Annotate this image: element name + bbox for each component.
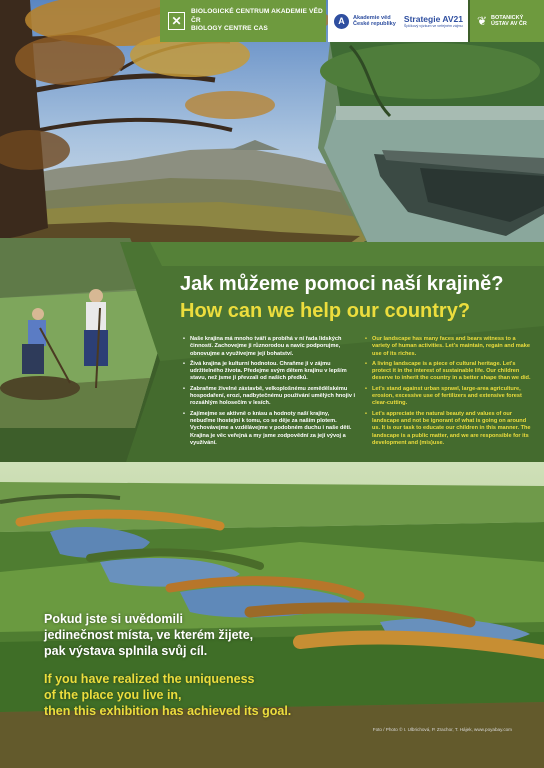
bullet-item: • Naše krajina má mnoho tváří a probíhá v ní řada lidských činností. Zachovejme ji různorodou a navíc podporujme, obnovujme a využívejme její bohatství.: [190, 336, 356, 358]
photo-credit: Foto / Photo © I. Ulbrichová, P. Zrachor, T. Hájek, www.poyabay.com: [372, 727, 512, 732]
bu-line1: BOTANICKÝ: [491, 14, 524, 21]
closing-line: jedinečnost místa, ve kterém žijete,: [44, 628, 254, 642]
bc-line1: BIOLOGICKÉ CENTRUM AKADEMIE VĚD ČR: [191, 8, 323, 24]
header-av-cr: [328, 0, 468, 42]
title-czech: Jak můžeme pomoci naší krajině?: [180, 273, 504, 295]
closing-line: If you have realized the uniqueness: [44, 672, 255, 686]
av-cr-logo-icon: A: [334, 14, 349, 29]
closing-line: then this exhibition has achieved its goal.: [44, 704, 292, 718]
bullet-item: • Our landscape has many faces and bears witness to a variety of human activities. Let's maintain, regain and make use of its riches.: [372, 336, 532, 358]
title-english: How can we help our country?: [180, 300, 471, 322]
av-line1: Akademie věd: [353, 14, 391, 21]
leaf-logo-icon: ❦: [476, 14, 488, 28]
x-logo-icon: ✕: [168, 12, 185, 30]
bullet-item: • Let's appreciate the natural beauty and values of our landscape and not be ignorant of what is going on around us. It is our task to educate our children in this manner. The landscape is a public matter, and we are responsible for its development and (mis)use.: [372, 411, 532, 447]
bullet-item: • Zabraňme živelné zástavbě, velkoplošnému zemědělskému hospodaření, erozi, nadbytečnému používání umělých hnojiv i rozsáhlým holosečím v lesích.: [190, 386, 356, 408]
closing-text-english: [44, 671, 291, 719]
strategy-subtitle: Špičkový výzkum ve veřejném zájmu: [403, 24, 463, 28]
photo-boat-pond: [310, 36, 544, 248]
av-line2: České republiky: [353, 21, 396, 27]
bc-line2: BIOLOGY CENTRE CAS: [191, 25, 268, 33]
bu-line2: ÚSTAV AV ČR: [491, 21, 527, 27]
bullet-item: • Let's stand against urban sprawl, large-area agriculture, erosion, excessive use of fertilizers and extensive forest clear-cutting.: [372, 386, 532, 408]
bullet-item: • A living landscape is a piece of cultural heritage. Let's protect it in the interest of sustainable life. Our children deserve to inherit the country in a better shape than we did.: [372, 361, 532, 383]
closing-line: Pokud jste si uvědomili: [44, 612, 183, 626]
header-botanical-institute: [470, 0, 544, 42]
closing-line: of the place you live in,: [44, 688, 182, 702]
bullet-list-czech: [182, 336, 356, 450]
bullet-item: • Zajímejme se aktivně o krásu a hodnoty naší krajiny, nebuďme lhostejní k tomu, co se děje za naším plotem. Vychovávejme a vzdělávejme v podobném duchu i naše děti. Krajina je věc veřejná a my jsme zodpovědní za její vývoj a využívání.: [190, 411, 356, 447]
bullet-item: • Živá krajina je kulturní hodnotou. Chraňme ji v zájmu udržitelného života. Předejme svým dětem krajinu v lepším stavu, než jsme ji převzali od našich předků.: [190, 361, 356, 383]
closing-line: pak výstava splnila svůj cíl.: [44, 644, 208, 658]
strategy-title: Strategie AV21: [403, 14, 463, 24]
header-biology-centre: [160, 0, 326, 42]
bullet-list-english: [364, 336, 532, 450]
closing-text-czech: [44, 611, 253, 659]
